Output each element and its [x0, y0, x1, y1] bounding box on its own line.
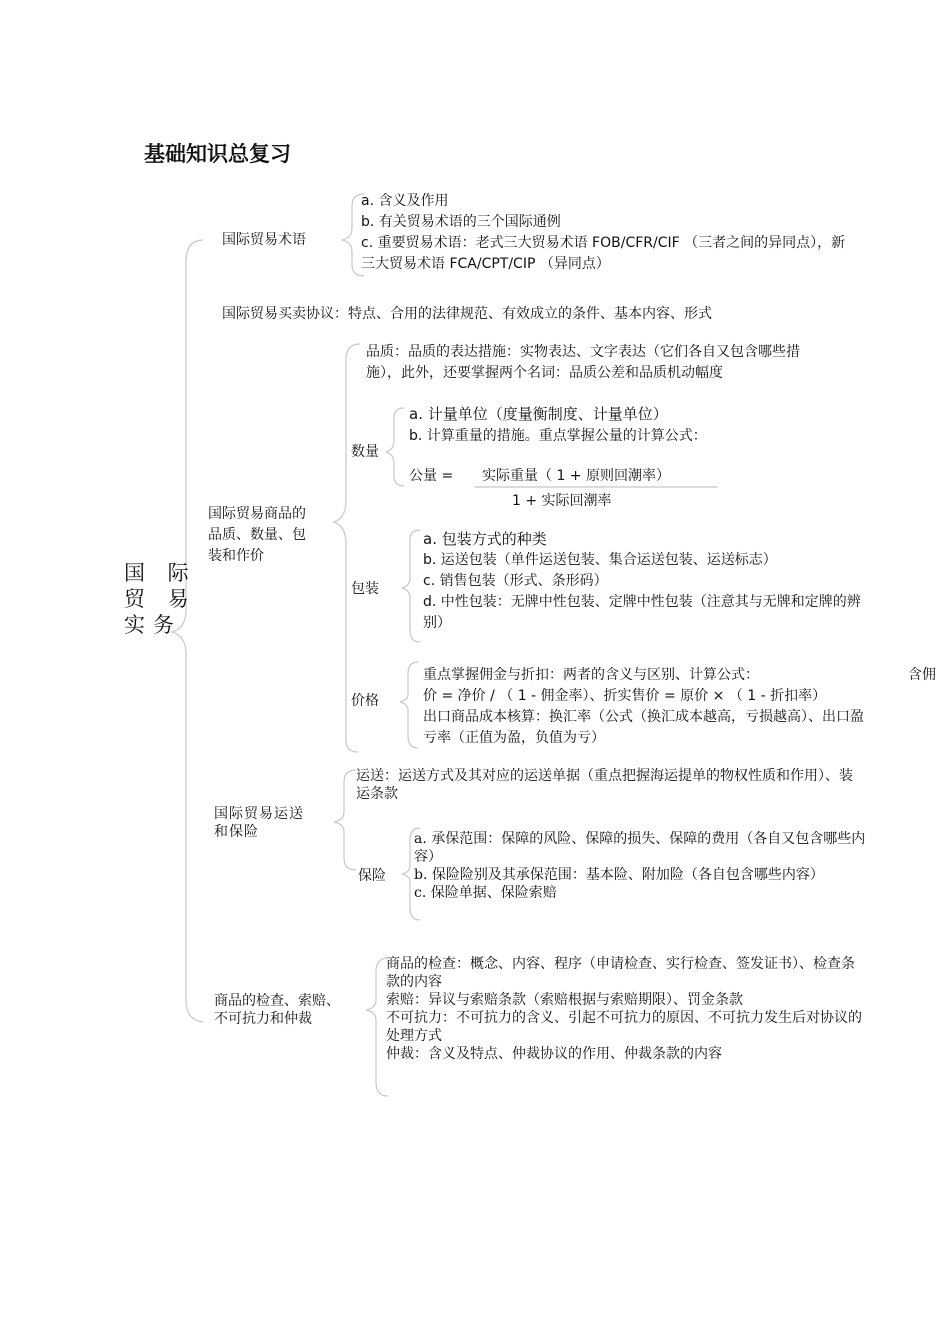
terms-item-c-cont: 三大贸易术语 FCA/CPT/CIP （异同点）	[361, 256, 610, 272]
goods-label-line-1: 国际贸易商品的	[208, 506, 306, 522]
insurance-item-a: a. 承保范围：保障的风险、保障的损失、保障的费用（各自又包含哪些内	[414, 831, 866, 847]
inspection-label	[214, 992, 340, 1028]
goods-label-line-2: 品质、数量、包	[208, 527, 306, 543]
terms-item-c: c. 重要贸易术语：老式三大贸易术语 FOB/CFR/CIF （三者之间的异同点），新	[361, 235, 846, 251]
shipping-block	[356, 767, 853, 803]
terms-items	[361, 191, 845, 275]
contract-line: 国际贸易买卖协议：特点、合用的法律规范、有效成立的条件、基本内容、形式	[222, 306, 712, 322]
inspection-line-6: 仲裁：含义及特点、仲裁协议的作用、仲裁条款的内容	[386, 1046, 722, 1062]
insurance-item-b: b. 保险险别及其承保范围：基本险、附加险（各自包含哪些内容）	[414, 867, 824, 883]
price-brace	[400, 662, 418, 748]
quantity-label: 数量	[351, 444, 379, 460]
inspection-line-3: 索赔：异议与索赔条款（索赔根据与索赔期限）、罚金条款	[386, 992, 743, 1008]
insurance-item-a-cont: 容）	[414, 849, 442, 865]
quantity-brace	[386, 408, 404, 486]
packing-item-d-cont: 别）	[423, 615, 451, 631]
inspection-line-2: 款的内容	[386, 974, 442, 990]
root-line-2: 贸 易	[124, 587, 197, 611]
inspection-line-1: 商品的检查：概念、内容、程序（申请检查、实行检查、签发证书）、检查条	[386, 956, 855, 972]
inspection-block	[386, 955, 862, 1063]
packing-item-a: a. 包装方式的种类	[423, 530, 547, 548]
packing-item-d: d. 中性包装：无牌中性包装、定牌中性包装（注意其与无牌和定牌的辨	[423, 594, 861, 610]
packing-brace	[402, 530, 420, 642]
transport-label	[214, 805, 304, 841]
quantity-item-a: a. 计量单位（度量衡制度、计量单位）	[409, 405, 668, 423]
packing-item-b: b. 运送包装（单件运送包装、集合运送包装、运送标志）	[423, 552, 777, 568]
transport-label-line-2: 和保险	[214, 824, 259, 840]
quality-block	[366, 342, 800, 384]
inspection-label-line-2: 不可抗力和仲裁	[214, 1011, 312, 1027]
inspection-line-5: 处理方式	[386, 1028, 442, 1044]
terms-label: 国际贸易术语	[222, 232, 306, 248]
quality-line-2: 施），此外，还要掌握两个名词：品质公差和品质机动幅度	[366, 365, 723, 381]
insurance-item-c: c. 保险单据、保险索赔	[414, 885, 557, 901]
price-line-1-tail: 含佣	[908, 667, 936, 683]
transport-label-line-1: 国际贸易运送	[214, 806, 304, 822]
inspection-label-line-1: 商品的检查、索赔、	[214, 993, 340, 1009]
packing-label: 包装	[351, 581, 379, 597]
root-line-1: 国 际	[124, 561, 197, 585]
price-label: 价格	[351, 693, 379, 709]
formula-lhs: 公量 =	[409, 468, 454, 484]
insurance-items	[414, 830, 865, 902]
price-line-2: 价 = 净价 / （ 1 - 佣金率）、折实售价 = 原价 × （ 1 - 折扣率）	[423, 688, 827, 704]
quantity-item-b: b. 计算重量的措施。重点掌握公量的计算公式：	[409, 428, 707, 444]
shipping-line-1: 运送：运送方式及其对应的运送单据（重点把握海运提单的物权性质和作用）、装	[356, 768, 853, 784]
root-node	[124, 560, 197, 638]
price-line-3: 出口商品成本核算：换汇率（公式（换汇成本越高，亏损越高）、出口盈	[423, 709, 864, 725]
shipping-line-2: 运条款	[356, 786, 398, 802]
packing-item-c: c. 销售包装（形式、条形码）	[423, 573, 608, 589]
goods-label	[208, 504, 306, 567]
inspection-line-4: 不可抗力：不可抗力的含义、引起不可抗力的原因、不可抗力发生后对协议的	[386, 1010, 862, 1026]
price-line-4: 亏率（正值为盈，负值为亏）	[423, 730, 605, 746]
page-title: 基础知识总复习	[144, 142, 291, 166]
formula-denominator: 1 + 实际回潮率	[512, 493, 612, 509]
goods-label-line-3: 装和作价	[208, 548, 264, 564]
inspection-brace	[366, 958, 388, 1096]
packing-items	[423, 529, 861, 634]
formula-numerator: 实际重量（ 1 + 原则回潮率）	[482, 468, 670, 484]
transport-brace	[334, 770, 356, 870]
price-line-1: 重点掌握佣金与折扣：两者的含义与区别、计算公式：	[423, 667, 759, 683]
terms-item-a: a. 含义及作用	[361, 193, 449, 209]
root-line-3: 实务	[124, 613, 182, 637]
price-items	[423, 665, 864, 749]
insurance-label: 保险	[358, 868, 386, 884]
quality-line-1: 品质：品质的表达措施：实物表达、文字表达（它们各自又包含哪些措	[366, 344, 800, 360]
terms-item-b: b. 有关贸易术语的三个国际通例	[361, 214, 561, 230]
